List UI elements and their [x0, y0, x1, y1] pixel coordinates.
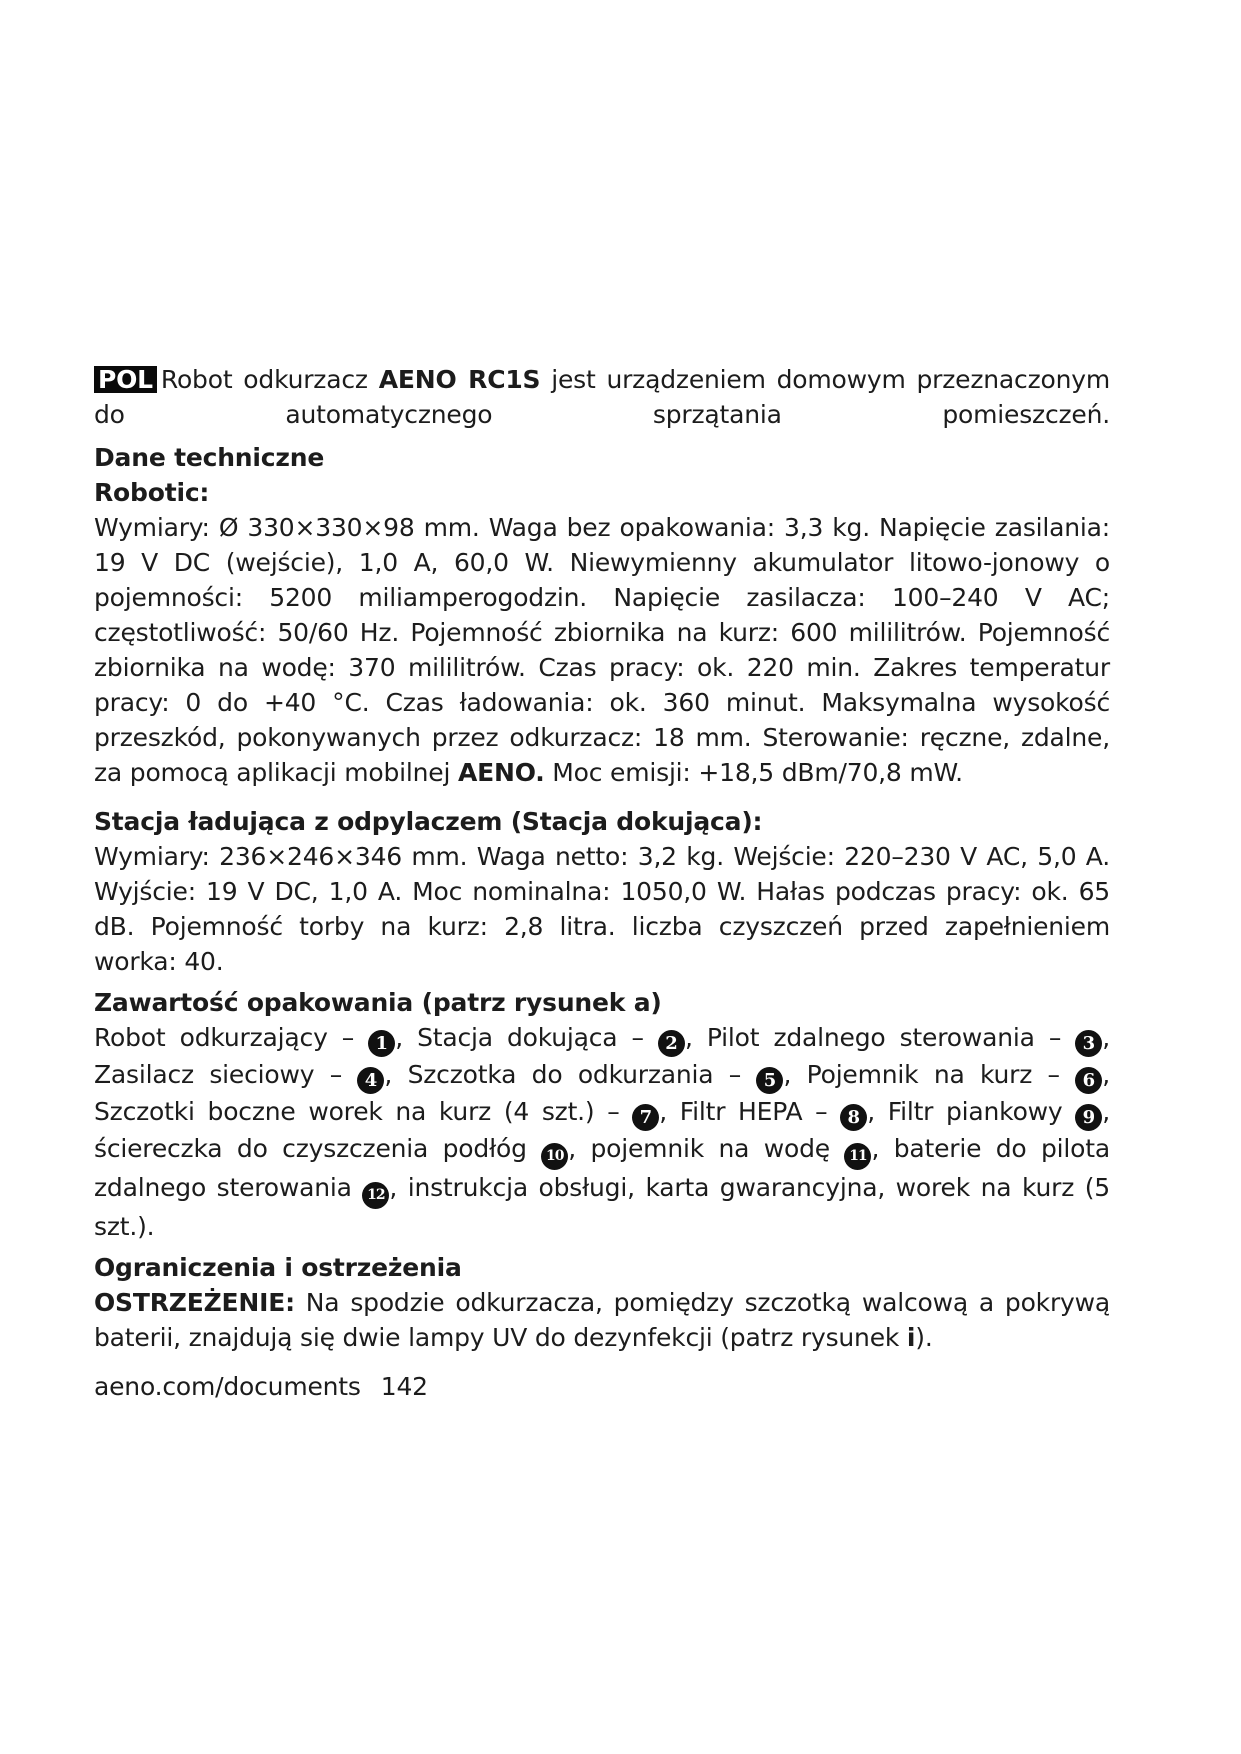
contents-item-label: Filtr piankowy [887, 1097, 1076, 1126]
item-number-badge: 7 [632, 1104, 659, 1131]
item-number-badge: 5 [756, 1067, 783, 1094]
contents-item-separator: , [1102, 1097, 1110, 1126]
footer-url: aeno.com/documents [94, 1372, 361, 1401]
item-number-badge: 4 [357, 1067, 384, 1094]
contents-item-label: Zasilacz sieciowy – [94, 1060, 358, 1089]
warning-figure-ref: i [906, 1323, 916, 1352]
intro-text-a: Robot odkurzacz [160, 365, 379, 394]
contents-item-separator: , [871, 1134, 894, 1163]
contents-item-label: Pilot zdalnego sterowania – [706, 1023, 1076, 1052]
contents-item-label: pojemnik na wodę [590, 1134, 845, 1163]
contents-item-label: ściereczka do czyszczenia podłóg [94, 1134, 542, 1163]
warning-text-a: Na spodzie odkurzacza, pomiędzy szczotką walcową a pokrywą baterii, znajdują się dwie lampy UV do dezynfekcji (patrz rysunek [94, 1288, 1110, 1352]
item-number-badge: 3 [1075, 1030, 1102, 1057]
robotic-specs-text: Wymiary: Ø 330×330×98 mm. Waga bez opakowania: 3,3 kg. Napięcie zasilania: 19 V DC (wejście), 1,0 A, 60,0 W. Niewymienny akumulator litowo-jonowy o pojemności: 5200 miliamperogodzin. Napięcie zasilacza: 100–240 V AC; częstotliwość: 50/60 Hz. Pojemność zbiornika na kurz: 600 mililitrów. Pojemność zbiornika na wodę: 370 mililitrów. Czas pracy: ok. 220 min. Zakres temperatur pracy: 0 do +40 °C. Czas ładowania: ok. 360 minut. Maksymalna wysokość przeszkód, pokonywanych przez odkurzacz: 18 mm. Sterowanie: ręczne, zdalne, za pomocą aplikacji mobilnej [94, 513, 1110, 787]
product-name: AENO RC1S [378, 365, 541, 394]
contents-item-label: Filtr HEPA – [679, 1097, 841, 1126]
contents-item-separator: , [684, 1023, 707, 1052]
robotic-specs [94, 510, 1110, 790]
contents-heading: Zawartość opakowania (patrz rysunek a) [94, 988, 662, 1017]
contents-item-label: Szczotka do odkurzania – [407, 1060, 757, 1089]
intro-text-b: jest urządzeniem domowym przeznaczonym do automatycznego sprzątania pomieszczeń. [94, 365, 1110, 429]
robotic-specs-text-b: Moc emisji: +18,5 dBm/70,8 mW. [544, 758, 963, 787]
contents-item-separator: , [395, 1023, 418, 1052]
warnings-heading: Ograniczenia i ostrzeżenia [94, 1253, 462, 1282]
item-number-badge: 10 [541, 1143, 568, 1170]
language-tag: POL [94, 366, 157, 393]
item-number-badge: 2 [658, 1030, 685, 1057]
contents-item-label: Szczotki boczne worek na kurz (4 szt.) – [94, 1097, 633, 1126]
warning-label: OSTRZEŻENIE: [94, 1288, 295, 1317]
station-specs: Wymiary: 236×246×346 mm. Waga netto: 3,2 kg. Wejście: 220–230 V AC, 5,0 A. Wyjście: 19 V DC, 1,0 A. Moc nominalna: 1050,0 W. Hałas podczas pracy: ok. 65 dB. Pojemność torby na kurz: 2,8 litra. liczba czyszczeń przed zapełnieniem worka: 40. [94, 842, 1110, 976]
robotic-heading: Robotic: [94, 478, 210, 507]
contents-item-label: Stacja dokująca – [417, 1023, 658, 1052]
contents-item-label: Robot odkurzający – [94, 1023, 369, 1052]
intro-paragraph [94, 362, 1110, 432]
item-number-badge: 8 [840, 1104, 867, 1131]
contents-item-separator: , [384, 1060, 408, 1089]
contents-item-label: baterie do pilota zdalnego sterowania [94, 1134, 1110, 1202]
contents-item-separator: , [389, 1173, 408, 1202]
contents-item-separator: , [659, 1097, 680, 1126]
page-number: 142 [380, 1372, 428, 1401]
item-number-badge: 12 [362, 1182, 389, 1209]
warning-text-b: ). [915, 1323, 933, 1352]
contents-item-label: Pojemnik na kurz – [806, 1060, 1076, 1089]
contents-tail: instrukcja obsługi, karta gwarancyjna, worek na kurz (5 szt.). [94, 1173, 1110, 1241]
item-number-badge: 11 [844, 1143, 871, 1170]
item-number-badge: 9 [1075, 1104, 1102, 1131]
robotic-brand: AENO. [457, 758, 545, 787]
document-page [94, 362, 1110, 1404]
contents-list [94, 1020, 1110, 1244]
contents-item-separator: , [1102, 1023, 1110, 1052]
tech-heading: Dane techniczne [94, 443, 325, 472]
warning-paragraph [94, 1285, 1110, 1355]
page-footer [94, 1369, 1110, 1404]
item-number-badge: 1 [368, 1030, 395, 1057]
contents-item-separator: , [1102, 1060, 1110, 1089]
contents-item-separator: , [568, 1134, 591, 1163]
contents-item-separator: , [783, 1060, 807, 1089]
contents-item-separator: , [867, 1097, 888, 1126]
station-heading: Stacja ładująca z odpylaczem (Stacja dokująca): [94, 807, 763, 836]
item-number-badge: 6 [1075, 1067, 1102, 1094]
